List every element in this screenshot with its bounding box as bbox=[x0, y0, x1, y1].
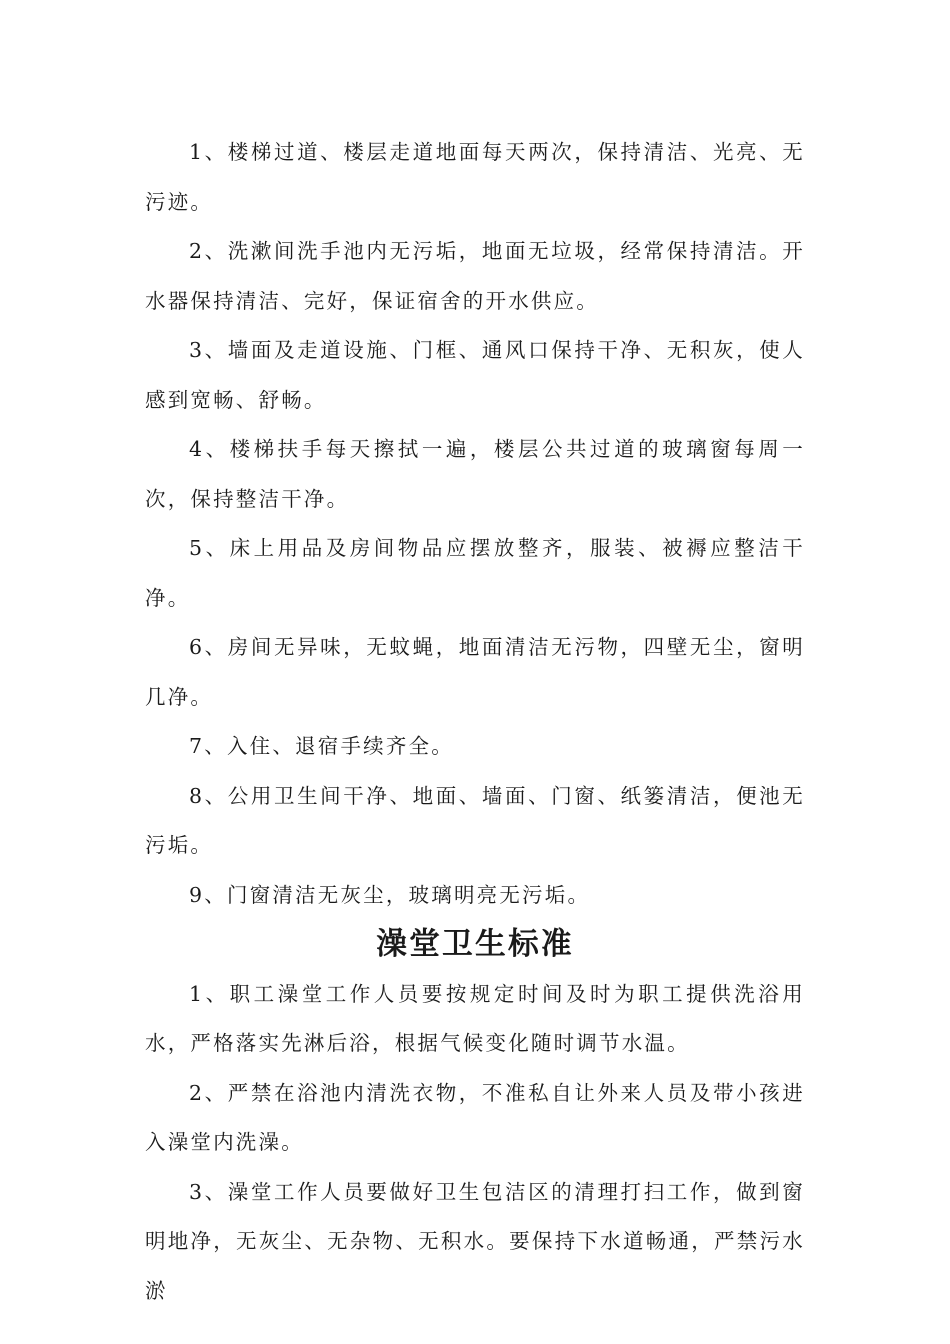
dorm-item-9: 9、门窗清洁无灰尘，玻璃明亮无污垢。 bbox=[189, 882, 591, 907]
dorm-item-5: 5、床上用品及房间物品应摆放整齐，服装、被褥应整洁干净。 bbox=[145, 536, 805, 610]
document-page bbox=[145, 128, 805, 1316]
bath-item-3: 3、澡堂工作人员要做好卫生包洁区的清理打扫工作，做到窗明地净，无灰尘、无杂物、无积水。要保持下水道畅通，严禁污水淤 bbox=[145, 1179, 805, 1303]
dorm-item-1: 1、楼梯过道、楼层走道地面每天两次，保持清洁、光亮、无污迹。 bbox=[145, 140, 805, 214]
dorm-item-6: 6、房间无异味，无蚊蝇，地面清洁无污物，四壁无尘，窗明几净。 bbox=[145, 635, 805, 709]
section-heading-bathhouse: 澡堂卫生标准 bbox=[376, 926, 574, 962]
dorm-item-3: 3、墙面及走道设施、门框、通风口保持干净、无积灰，使人感到宽畅、舒畅。 bbox=[145, 338, 805, 412]
dorm-item-4: 4、楼梯扶手每天擦拭一遍，楼层公共过道的玻璃窗每周一次，保持整洁干净。 bbox=[145, 437, 805, 511]
dorm-item-8: 8、公用卫生间干净、地面、墙面、门窗、纸篓清洁，便池无污垢。 bbox=[145, 783, 805, 857]
dorm-item-7: 7、入住、退宿手续齐全。 bbox=[189, 734, 454, 758]
dorm-item-2: 2、洗漱间洗手池内无污垢，地面无垃圾，经常保持清洁。开水器保持清洁、完好，保证宿舍的开水供应。 bbox=[145, 239, 805, 313]
bath-item-2: 2、严禁在浴池内清洗衣物，不准私自让外来人员及带小孩进入澡堂内洗澡。 bbox=[145, 1080, 805, 1154]
bath-item-1: 1、职工澡堂工作人员要按规定时间及时为职工提供洗浴用水，严格落实先淋后浴，根据气候变化随时调节水温。 bbox=[145, 981, 805, 1055]
